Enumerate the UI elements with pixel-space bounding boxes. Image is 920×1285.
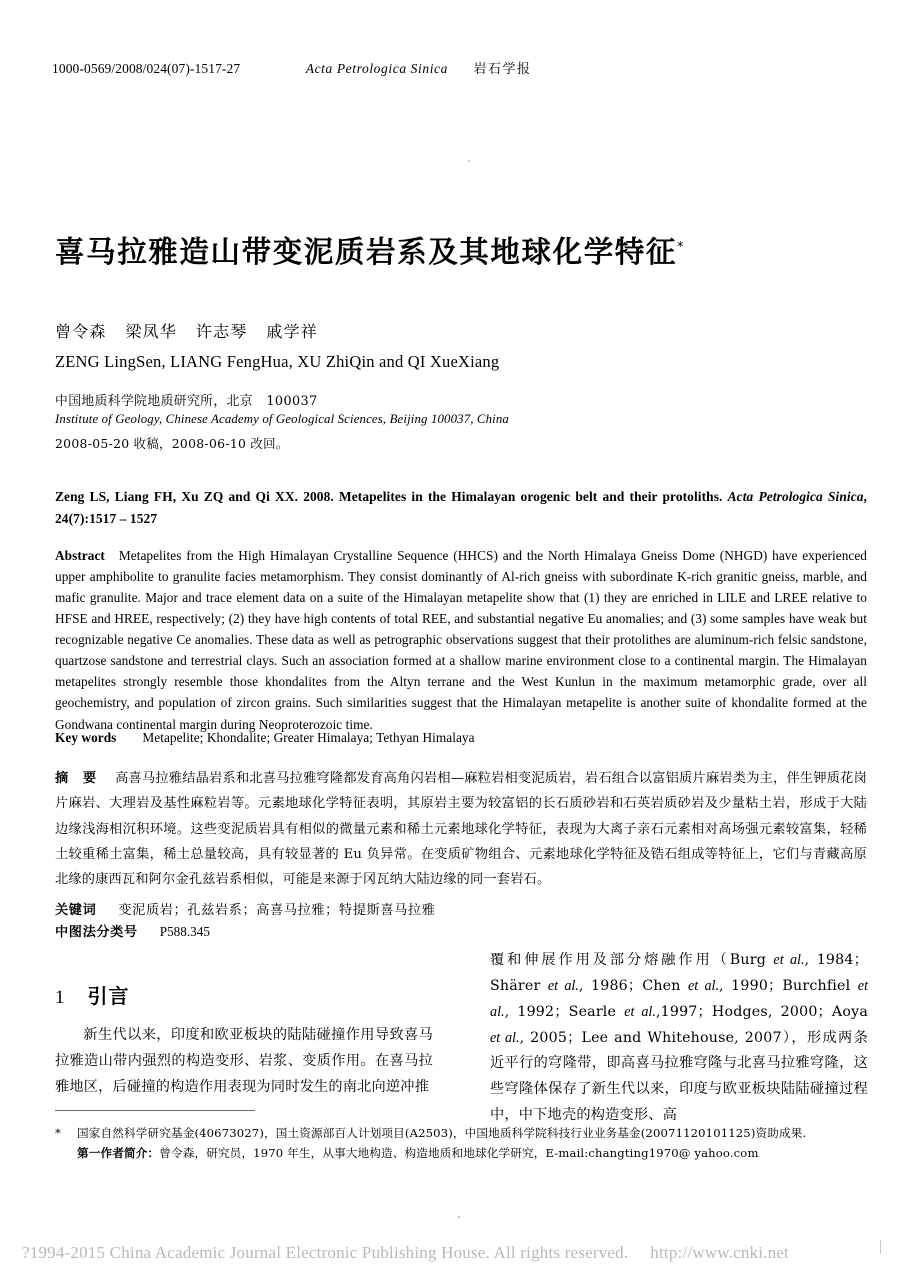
abstract-cn-label: 摘 要 [55, 771, 102, 786]
footnote-bio-label: 第一作者简介： [77, 1145, 160, 1160]
affiliation-cn: 中国地质科学院地质研究所，北京 100037 [55, 394, 318, 409]
keywords-cn-label: 关键词 [55, 903, 97, 918]
abstract-cn [55, 766, 867, 893]
self-citation [55, 486, 867, 530]
intro-paragraph-left: 新生代以来，印度和欧亚板块的陆陆碰撞作用导致喜马拉雅造山带内强烈的构造变形、岩浆、变质作用。在喜马拉雅地区，后碰撞的构造作用表现为同时发生的南北向逆冲推 [55, 1027, 433, 1095]
title-text: 喜马拉雅造山带变泥质岩系及其地球化学特征 [55, 234, 678, 269]
citation-part-2: , 24(7):1517 – 1527 [55, 489, 867, 526]
ref-text-5: , 1992；Searle [504, 1003, 625, 1020]
abstract-en [55, 545, 867, 735]
ref-etal-4: et al. [490, 977, 869, 1020]
body-column-left [55, 948, 433, 1101]
scan-edge-tick [880, 1240, 881, 1254]
clc-value: P588.345 [159, 924, 210, 939]
section-title: 引言 [87, 984, 130, 1008]
page-title [55, 235, 875, 270]
footnotes [55, 1124, 867, 1164]
footnote-bio-body: 曾令森，研究员，1970 年生，从事大地构造、构造地质和地球化学研究，E-mail:changting1970@ yahoo.com [159, 1145, 759, 1160]
affiliation-en: Institute of Geology, Chinese Academy of Geological Sciences, Beijing 100037, China [55, 412, 509, 426]
footnote-bio-text [77, 1144, 867, 1164]
footnote-bio-spacer [55, 1144, 77, 1164]
footnote-funding-text: 国家自然科学研究基金(40673027)，国土资源部百人计划项目(A2503)，中国地质科学院科技行业业务基金(20071120101125)资助成果. [77, 1126, 807, 1140]
ref-etal-1: et al. [773, 952, 805, 968]
keywords-en-label: Key words [55, 730, 117, 745]
footnote-funding [55, 1124, 867, 1144]
ref-text-4: , 1990；Burchfiel [719, 977, 858, 994]
cnki-url: http://www.cnki.net [650, 1243, 789, 1262]
footnote-separator [55, 1110, 255, 1111]
ref-etal-3: et al. [688, 977, 720, 994]
keywords-cn-text: 变泥质岩；孔兹岩系；高喜马拉雅；特提斯喜马拉雅 [118, 903, 436, 918]
abstract-en-label: Abstract [55, 548, 105, 563]
keywords-en-text: Metapelite; Khondalite; Greater Himalaya; Tethyan Himalaya [142, 730, 475, 745]
ref-text-7: , 2005；Lee and Whitehouse, 2007），形成两条近平行的穹隆带，即高喜马拉雅穹隆与北喜马拉雅穹隆，这些穹隆体保存了新生代以来，印度与欧亚板块陆陆碰撞过程中，中下地壳的构造变形、高 [490, 1029, 869, 1124]
ref-etal-6: et al. [490, 1029, 520, 1046]
body-column-right [490, 948, 868, 1129]
running-head [52, 58, 868, 77]
journal-title-cn: 岩石学报 [473, 62, 532, 77]
ref-etal-5: et al. [624, 1003, 656, 1020]
abstract-en-text: Metapelites from the High Himalayan Crystalline Sequence (HHCS) and the North Himalaya Gneiss Dome (NHGD) have experienced upper amphibolite to granulite facies metamorphism. They consist dominantly of Al-rich gneiss with subordinate K-rich granitic gneiss, marble, and mafic granulite. Major and trace element data on a suite of the Himalayan metapelite show that (1) they are enriched in LILE and LREE relative to HFSE and HREE, respectively; (2) they have high contents of total REE, and substantial negative Eu anomalies; and (3) some samples have weak but recognizable negative Ce anomalies. These data as well as petrographic observations suggest that their protolithes are aluminum-rich felsic sandstone, quartzose sandstone and terrestrial clays. Such an association formed at a shallow marine environment close to a continental margin. The Himalayan metapelites strongly resemble those khondalites from the Altyn terrane and the West Kunlun in the maximum metamorphic grade, over all geochemistry, and population of zircon grains. Such similarities suggest that the Himalayan metapelite is another suite of khondalite formed at the Gondwana continental margin during Neoproterozoic time. [55, 548, 867, 732]
ref-text-2: , 1984；Shärer [490, 952, 868, 994]
ref-text-6: ,1997；Hodges, 2000；Aoya [655, 1003, 868, 1020]
footnote-author-bio [55, 1144, 867, 1164]
section-number: 1 [55, 987, 66, 1008]
section-heading-1 [55, 980, 433, 1009]
cnki-watermark [22, 1243, 898, 1263]
ref-text-3: , 1986；Chen [578, 977, 688, 994]
ref-text-1: 覆和伸展作用及部分熔融作用（Burg [490, 952, 774, 968]
scan-artifact-dot [468, 160, 470, 162]
cnki-copyright-text: ?1994-2015 China Academic Journal Electronic Publishing House. All rights reserved. [22, 1243, 629, 1262]
abstract-cn-text: 高喜马拉雅结晶岩系和北喜马拉雅穹隆都发育高角闪岩相—麻粒岩相变泥质岩，岩石组合以富铝质片麻岩类为主，伴生钾质花岗片麻岩、大理岩及基性麻粒岩等。元素地球化学特征表明，其原岩主要为较富铝的长石质砂岩和石英岩质砂岩及少量粘土岩，形成于大陆边缘浅海相沉积环境。这些变泥质岩具有相似的微量元素和稀土元素地球化学特征，表现为大离子亲石元素相对高场强元素较富集，轻稀土较重稀土富集，稀土总量较高，具有较显著的 Eu 负异常。在变质矿物组合、元素地球化学特征及锆石组成等特征上，它们与青藏高原北缘的康西瓦和阿尔金孔兹岩系相似，可能是来源于冈瓦纳大陆边缘的同一套岩石。 [55, 771, 867, 888]
keywords-cn [55, 899, 867, 918]
citation-journal: Acta Petrologica Sinica [727, 489, 864, 504]
issn-code: 1000-0569/2008/024(07)-1517-27 [52, 61, 241, 76]
clc-number [55, 921, 867, 940]
keywords-en [55, 730, 867, 746]
footnote-asterisk-icon: * [55, 1126, 61, 1140]
intro-paragraph-right [490, 948, 868, 1129]
authors-cn: 曾令森 梁凤华 许志琴 戚学祥 [55, 322, 318, 341]
journal-title-en: Acta Petrologica Sinica [305, 61, 448, 76]
authors-en: ZENG LingSen, LIANG FengHua, XU ZhiQin and QI XueXiang [55, 352, 500, 371]
clc-label: 中图法分类号 [55, 925, 138, 940]
title-footnote-mark: * [677, 239, 684, 255]
received-date: 2008-05-20 收稿，2008-06-10 改回。 [55, 436, 289, 451]
scan-artifact-dot-bottom [458, 1216, 460, 1218]
citation-part-1: Zeng LS, Liang FH, Xu ZQ and Qi XX. 2008. Metapelites in the Himalayan orogenic belt and their protoliths. [55, 489, 728, 504]
ref-etal-2: et al. [547, 977, 579, 994]
